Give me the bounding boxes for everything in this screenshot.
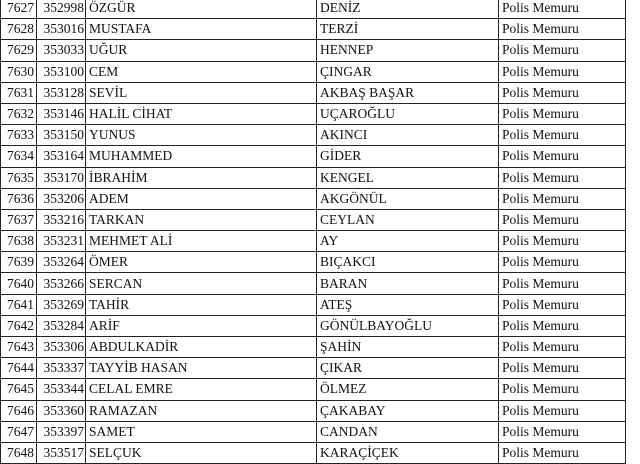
position-title-cell: Polis Memuru bbox=[499, 61, 626, 82]
table-row bbox=[1, 315, 640, 336]
registry-number-cell: 353016 bbox=[37, 19, 86, 40]
table-row bbox=[1, 146, 640, 167]
first-name-cell: İBRAHİM bbox=[86, 167, 317, 188]
row-number-cell: 7633 bbox=[1, 125, 37, 146]
registry-number-cell: 353206 bbox=[37, 188, 86, 209]
registry-number-cell: 353266 bbox=[37, 273, 86, 294]
registry-number-cell: 353517 bbox=[37, 442, 86, 463]
row-number-cell: 7646 bbox=[1, 400, 37, 421]
row-number-cell: 7638 bbox=[1, 231, 37, 252]
first-name-cell: ADEM bbox=[86, 188, 317, 209]
row-number-cell: 7634 bbox=[1, 146, 37, 167]
last-name-cell: GÖNÜLBAYOĞLU bbox=[317, 315, 499, 336]
table-row bbox=[1, 40, 640, 61]
table-edge-cell bbox=[626, 188, 640, 209]
table-edge-cell bbox=[626, 337, 640, 358]
first-name-cell: UĞUR bbox=[86, 40, 317, 61]
table-row bbox=[1, 19, 640, 40]
table-row bbox=[1, 379, 640, 400]
last-name-cell: AKBAŞ BAŞAR bbox=[317, 82, 499, 103]
last-name-cell: BARAN bbox=[317, 273, 499, 294]
table-row bbox=[1, 0, 640, 19]
row-number-cell: 7644 bbox=[1, 358, 37, 379]
first-name-cell: MUHAMMED bbox=[86, 146, 317, 167]
last-name-cell: AKINCI bbox=[317, 125, 499, 146]
table-edge-cell bbox=[626, 231, 640, 252]
registry-number-cell: 353146 bbox=[37, 103, 86, 124]
last-name-cell: UÇAROĞLU bbox=[317, 103, 499, 124]
table-row bbox=[1, 231, 640, 252]
registry-number-cell: 353033 bbox=[37, 40, 86, 61]
first-name-cell: SELÇUK bbox=[86, 442, 317, 463]
registry-number-cell: 353344 bbox=[37, 379, 86, 400]
position-title-cell: Polis Memuru bbox=[499, 315, 626, 336]
position-title-cell: Polis Memuru bbox=[499, 379, 626, 400]
last-name-cell: TERZİ bbox=[317, 19, 499, 40]
table-row bbox=[1, 442, 640, 463]
row-number-cell: 7627 bbox=[1, 0, 37, 19]
last-name-cell: AY bbox=[317, 231, 499, 252]
row-number-cell: 7647 bbox=[1, 421, 37, 442]
registry-number-cell: 353170 bbox=[37, 167, 86, 188]
row-number-cell: 7635 bbox=[1, 167, 37, 188]
table-edge-cell bbox=[626, 252, 640, 273]
table-row bbox=[1, 252, 640, 273]
table-edge-cell bbox=[626, 61, 640, 82]
table-row bbox=[1, 273, 640, 294]
table-row bbox=[1, 209, 640, 230]
last-name-cell: ÖLMEZ bbox=[317, 379, 499, 400]
last-name-cell: ŞAHİN bbox=[317, 337, 499, 358]
registry-number-cell: 353306 bbox=[37, 337, 86, 358]
last-name-cell: CEYLAN bbox=[317, 209, 499, 230]
row-number-cell: 7630 bbox=[1, 61, 37, 82]
table-edge-cell bbox=[626, 358, 640, 379]
last-name-cell: DENİZ bbox=[317, 0, 499, 19]
last-name-cell: BIÇAKCI bbox=[317, 252, 499, 273]
first-name-cell: CEM bbox=[86, 61, 317, 82]
registry-number-cell: 353164 bbox=[37, 146, 86, 167]
registry-number-cell: 353284 bbox=[37, 315, 86, 336]
first-name-cell: ABDULKADİR bbox=[86, 337, 317, 358]
first-name-cell: SAMET bbox=[86, 421, 317, 442]
registry-number-cell: 353216 bbox=[37, 209, 86, 230]
table-row bbox=[1, 125, 640, 146]
table-edge-cell bbox=[626, 400, 640, 421]
registry-number-cell: 352998 bbox=[37, 0, 86, 19]
first-name-cell: ARİF bbox=[86, 315, 317, 336]
personnel-table-body bbox=[1, 0, 640, 464]
first-name-cell: SEVİL bbox=[86, 82, 317, 103]
registry-number-cell: 353100 bbox=[37, 61, 86, 82]
position-title-cell: Polis Memuru bbox=[499, 146, 626, 167]
position-title-cell: Polis Memuru bbox=[499, 358, 626, 379]
position-title-cell: Polis Memuru bbox=[499, 19, 626, 40]
table-row bbox=[1, 82, 640, 103]
last-name-cell: ATEŞ bbox=[317, 294, 499, 315]
table-row bbox=[1, 103, 640, 124]
position-title-cell: Polis Memuru bbox=[499, 421, 626, 442]
row-number-cell: 7639 bbox=[1, 252, 37, 273]
position-title-cell: Polis Memuru bbox=[499, 231, 626, 252]
last-name-cell: GİDER bbox=[317, 146, 499, 167]
table-edge-cell bbox=[626, 294, 640, 315]
first-name-cell: CELAL EMRE bbox=[86, 379, 317, 400]
position-title-cell: Polis Memuru bbox=[499, 273, 626, 294]
table-edge-cell bbox=[626, 146, 640, 167]
last-name-cell: CANDAN bbox=[317, 421, 499, 442]
table-edge-cell bbox=[626, 421, 640, 442]
registry-number-cell: 353128 bbox=[37, 82, 86, 103]
first-name-cell: HALİL CİHAT bbox=[86, 103, 317, 124]
first-name-cell: MEHMET ALİ bbox=[86, 231, 317, 252]
first-name-cell: TARKAN bbox=[86, 209, 317, 230]
table-edge-cell bbox=[626, 209, 640, 230]
table-edge-cell bbox=[626, 167, 640, 188]
row-number-cell: 7648 bbox=[1, 442, 37, 463]
last-name-cell: ÇAKABAY bbox=[317, 400, 499, 421]
table-row bbox=[1, 167, 640, 188]
table-edge-cell bbox=[626, 0, 640, 19]
last-name-cell: KENGEL bbox=[317, 167, 499, 188]
row-number-cell: 7640 bbox=[1, 273, 37, 294]
row-number-cell: 7637 bbox=[1, 209, 37, 230]
first-name-cell: TAYYİB HASAN bbox=[86, 358, 317, 379]
registry-number-cell: 353360 bbox=[37, 400, 86, 421]
position-title-cell: Polis Memuru bbox=[499, 125, 626, 146]
first-name-cell: RAMAZAN bbox=[86, 400, 317, 421]
row-number-cell: 7629 bbox=[1, 40, 37, 61]
row-number-cell: 7641 bbox=[1, 294, 37, 315]
position-title-cell: Polis Memuru bbox=[499, 188, 626, 209]
table-row bbox=[1, 421, 640, 442]
registry-number-cell: 353397 bbox=[37, 421, 86, 442]
position-title-cell: Polis Memuru bbox=[499, 294, 626, 315]
table-row bbox=[1, 188, 640, 209]
position-title-cell: Polis Memuru bbox=[499, 442, 626, 463]
position-title-cell: Polis Memuru bbox=[499, 209, 626, 230]
table-row bbox=[1, 337, 640, 358]
last-name-cell: KARAÇİÇEK bbox=[317, 442, 499, 463]
last-name-cell: ÇIKAR bbox=[317, 358, 499, 379]
table-edge-cell bbox=[626, 315, 640, 336]
table-edge-cell bbox=[626, 82, 640, 103]
position-title-cell: Polis Memuru bbox=[499, 337, 626, 358]
table-edge-cell bbox=[626, 19, 640, 40]
first-name-cell: ÖZGÜR bbox=[86, 0, 317, 19]
table-row bbox=[1, 294, 640, 315]
table-row bbox=[1, 358, 640, 379]
last-name-cell: AKGÖNÜL bbox=[317, 188, 499, 209]
row-number-cell: 7628 bbox=[1, 19, 37, 40]
table-row bbox=[1, 400, 640, 421]
registry-number-cell: 353264 bbox=[37, 252, 86, 273]
table-edge-cell bbox=[626, 40, 640, 61]
table-edge-cell bbox=[626, 273, 640, 294]
registry-number-cell: 353231 bbox=[37, 231, 86, 252]
last-name-cell: HENNEP bbox=[317, 40, 499, 61]
position-title-cell: Polis Memuru bbox=[499, 167, 626, 188]
position-title-cell: Polis Memuru bbox=[499, 40, 626, 61]
row-number-cell: 7632 bbox=[1, 103, 37, 124]
row-number-cell: 7642 bbox=[1, 315, 37, 336]
first-name-cell: YUNUS bbox=[86, 125, 317, 146]
position-title-cell: Polis Memuru bbox=[499, 252, 626, 273]
position-title-cell: Polis Memuru bbox=[499, 103, 626, 124]
first-name-cell: TAHİR bbox=[86, 294, 317, 315]
table-edge-cell bbox=[626, 442, 640, 463]
registry-number-cell: 353150 bbox=[37, 125, 86, 146]
table-edge-cell bbox=[626, 103, 640, 124]
table-row bbox=[1, 61, 640, 82]
first-name-cell: ÖMER bbox=[86, 252, 317, 273]
table-edge-cell bbox=[626, 125, 640, 146]
row-number-cell: 7643 bbox=[1, 337, 37, 358]
table-edge-cell bbox=[626, 379, 640, 400]
row-number-cell: 7631 bbox=[1, 82, 37, 103]
row-number-cell: 7636 bbox=[1, 188, 37, 209]
first-name-cell: SERCAN bbox=[86, 273, 317, 294]
registry-number-cell: 353337 bbox=[37, 358, 86, 379]
position-title-cell: Polis Memuru bbox=[499, 400, 626, 421]
registry-number-cell: 353269 bbox=[37, 294, 86, 315]
position-title-cell: Polis Memuru bbox=[499, 82, 626, 103]
last-name-cell: ÇINGAR bbox=[317, 61, 499, 82]
first-name-cell: MUSTAFA bbox=[86, 19, 317, 40]
row-number-cell: 7645 bbox=[1, 379, 37, 400]
position-title-cell: Polis Memuru bbox=[499, 0, 626, 19]
